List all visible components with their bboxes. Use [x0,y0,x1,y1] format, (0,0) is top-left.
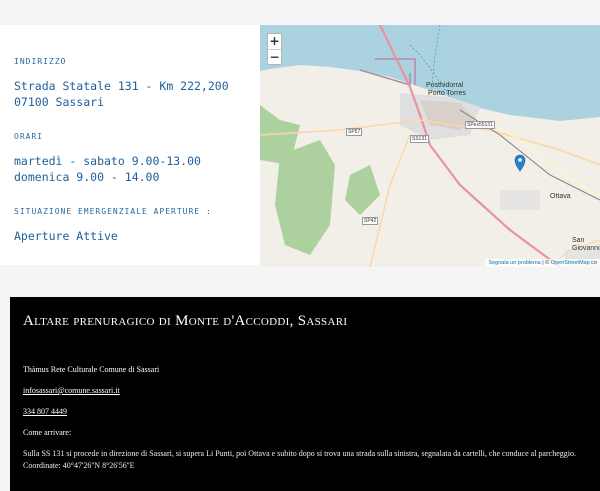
hours-line-2: domenica 9.00 - 14.00 [14,170,160,184]
road-label-spex: SPex55131 [467,122,493,128]
site-title: Altare prenuragico di Monte d'Accoddi, Sassari [23,313,348,329]
zoom-in-button[interactable]: + [269,34,280,48]
attribution-tail: co [589,260,597,266]
road-label-ss131: SS131 [412,136,428,142]
map-widget[interactable] [260,25,600,267]
emergency-block [14,207,260,244]
road-label-sp42: SP42 [364,218,377,224]
hours-line-1: martedì - sabato 9.00-13.00 [14,154,201,168]
address-line-1: Strada Statale 131 - Km 222,200 [14,79,229,93]
place-porto-torres-2: Porto Torres [428,90,466,97]
hours-label: ORARI [14,132,44,141]
address-value [14,78,260,110]
place-san-giovanni: San Giovanni [572,237,600,252]
email-link[interactable]: infosassari@comune.sassari.it [23,386,120,395]
directions-label: Come arrivare: [23,428,72,437]
emergency-value: Aperture Attive [14,229,118,243]
place-ottava: Ottava [550,193,571,200]
address-block [14,57,260,110]
hours-block [14,132,260,185]
road-label-sp57: SP57 [348,129,361,135]
map-attribution [485,259,600,267]
osm-link[interactable]: OpenStreetMap [550,260,590,266]
address-label: INDIRIZZO [14,57,67,66]
directions-text: Sulla SS 131 si procede in direzione di Sassari, si supera Li Punti, poi Ottava e subito dopo si trova una strada sulla sinistra, segnalata da cartelli, che conduce al parcheggio. Coordinate: 40°47'26''N 8°26'56''E [23,449,576,470]
attribution-separator: | © [540,260,551,266]
zoom-control [267,33,282,65]
site-detail-panel [10,297,600,491]
map-tiles [260,25,600,267]
hours-value [14,153,260,185]
info-panel [0,25,260,265]
place-porto-torres-1: Posthidorral [426,82,464,89]
phone-link[interactable]: 334 807 4449 [23,407,67,416]
report-problem-link[interactable]: Segnala un problema [488,260,541,266]
address-line-2: 07100 Sassari [14,95,105,109]
emergency-label: SITUAZIONE EMERGENZIALE APERTURE : [14,207,212,216]
zoom-out-button[interactable]: − [269,50,280,64]
organization: Thàmus Rete Culturale Comune di Sassari [23,365,160,374]
